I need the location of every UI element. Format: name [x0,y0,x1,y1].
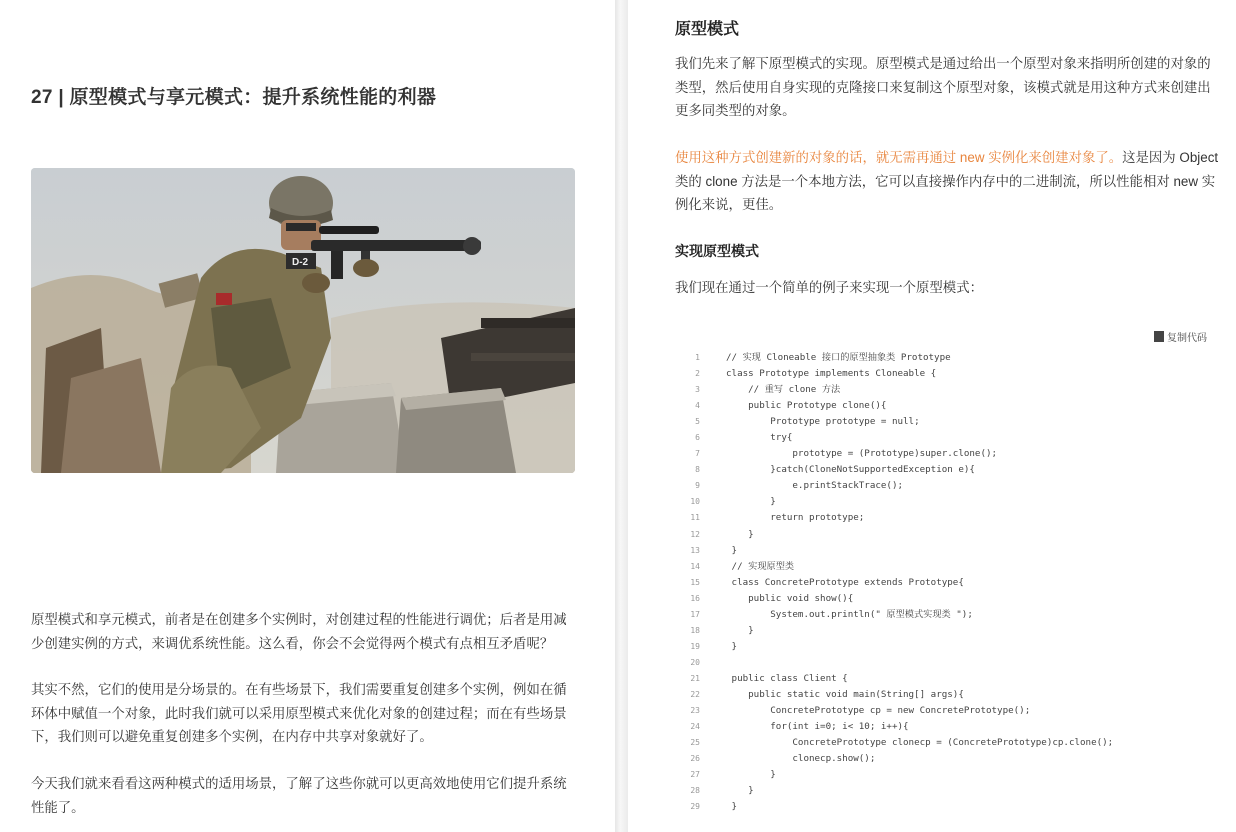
code-line [680,575,1225,591]
code-line [680,767,1225,783]
code-text: }catch(CloneNotSupportedException e){ [726,464,975,476]
code-line [680,462,1225,478]
code-line [680,719,1225,735]
code-line [680,735,1225,751]
soldier-photo [31,168,575,473]
scenario-paragraph: 其实不然，它们的使用是分场景的。在有些场景下，我们需要重复创建多个实例，例如在循环体中赋值一个对象，此时我们就可以采用原型模式来优化对象的创建过程；而在有些场景下，我们则可以避免重复创建多个实例，在内存中共享对象就好了。 [31,682,567,744]
code-line [680,527,1225,543]
code-text: System.out.println(" 原型模式实现类 "); [726,608,973,620]
code-line [680,543,1225,559]
line-number: 26 [690,754,700,764]
highlight-text: 使用这种方式创建新的对象的话，就无需再通过 new 实例化来创建对象了。 [675,150,1123,165]
code-text: public static void main(String[] args){ [726,688,964,700]
code-line [680,607,1225,623]
code-line [680,751,1225,767]
code-line [680,398,1225,414]
code-line [680,366,1225,382]
code-line [680,446,1225,462]
line-number: 23 [690,706,700,716]
line-number: 27 [690,770,700,780]
code-line [680,414,1225,430]
section-title: 原型模式 [675,21,740,38]
line-number: 13 [690,545,700,555]
prototype-intro: 我们先来了解下原型模式的实现。原型模式是通过给出一个原型对象来指明所创建的对象的类型，然后使用自身实现的克隆接口来复制这个原型对象，该模式就是用这种方式来创建出更多同类型的对象。 [675,56,1211,118]
code-line [680,671,1225,687]
hero-image [31,168,575,473]
code-text: } [726,544,738,556]
code-line [680,655,1225,671]
line-number: 6 [695,433,700,443]
code-text: Prototype prototype = null; [726,416,920,428]
code-text: } [726,496,776,508]
line-number: 1 [695,353,700,362]
line-number: 9 [695,481,700,491]
code-text: try{ [726,432,793,444]
code-text: ConcretePrototype cp = new ConcretePrototype(); [726,705,1031,717]
line-number: 28 [690,786,700,796]
line-number: 4 [695,401,700,411]
line-number: 18 [690,625,700,635]
code-line [680,623,1225,639]
patch-label: D-2 [292,257,309,268]
line-number: 14 [690,561,700,571]
code-text: } [726,769,776,781]
code-text: public class Client { [726,672,848,684]
line-number: 29 [690,802,700,812]
code-line [680,591,1225,607]
code-text: clonecp.show(); [726,753,876,765]
code-text: for(int i=0; i< 10; i++){ [726,721,909,733]
book-spine [615,0,628,832]
line-number: 10 [690,497,700,507]
left-page [0,0,615,832]
code-line [680,494,1225,510]
code-line [680,559,1225,575]
line-number: 20 [690,657,700,667]
code-text: public Prototype clone(){ [726,400,887,412]
code-text: } [726,801,738,813]
example-lead: 我们现在通过一个简单的例子来实现一个原型模式： [675,280,983,295]
code-line [680,639,1225,655]
line-number: 5 [695,417,700,427]
code-text: // 实现 Cloneable 接口的原型抽象类 Prototype [726,352,951,363]
copy-icon [1154,331,1164,342]
summary-paragraph: 今天我们就来看看这两种模式的适用场景，了解了这些你就可以更高效地使用它们提升系统性能了。 [31,776,567,815]
code-text: } [726,624,754,636]
code-line [680,478,1225,494]
code-text: class Prototype implements Cloneable { [726,368,937,380]
line-number: 7 [695,449,700,459]
code-text: e.printStackTrace(); [726,480,904,492]
code-text: ConcretePrototype clonecp = (ConcretePrototype)cp.clone(); [726,737,1114,749]
code-text: } [726,640,738,652]
line-number: 21 [690,673,700,683]
code-line [680,510,1225,526]
article-title: 27 | 原型模式与享元模式：提升系统性能的利器 [31,87,437,108]
copy-code-label: 复制代码 [1167,333,1207,344]
line-number: 15 [690,577,700,587]
prototype-highlight-paragraph [675,146,1223,217]
line-number: 11 [690,513,700,523]
line-number: 16 [690,593,700,603]
intro-paragraph: 原型模式和享元模式，前者是在创建多个实例时，对创建过程的性能进行调优；后者是用减少创建实例的方式，来调优系统性能。这么看，你会不会觉得两个模式有点相互矛盾呢？ [31,612,567,651]
code-text: public void show(){ [726,592,854,604]
line-number: 2 [695,369,700,379]
code-line [680,350,1225,366]
code-text: // 实现原型类 [726,560,795,572]
line-number: 12 [690,529,700,539]
code-line [680,703,1225,719]
line-number: 24 [690,722,700,732]
line-number: 17 [690,609,700,619]
line-number: 3 [695,385,700,395]
line-number: 22 [690,689,700,699]
code-line [680,783,1225,799]
code-line [680,430,1225,446]
code-text: } [726,785,754,797]
code-text: class ConcretePrototype extends Prototype{ [726,576,964,588]
code-text: // 重写 clone 方法 [726,384,841,396]
copy-code-button[interactable] [1154,329,1207,344]
highlight-rest: 这是因为 Object 类的 clone 方法是一个本地方法，它可以直接操作内存中的二进制流，所以性能相对 new 实例化来说，更佳。 [675,150,1219,212]
line-number: 25 [690,738,700,748]
code-line [680,799,1225,815]
code-line [680,687,1225,703]
code-text: prototype = (Prototype)super.clone(); [726,448,998,460]
line-number: 8 [695,465,700,475]
code-text: return prototype; [726,512,865,524]
subsection-title: 实现原型模式 [675,243,759,259]
code-text: } [726,528,754,540]
code-line [680,382,1225,398]
line-number: 19 [690,641,700,651]
code-block [680,350,1225,815]
